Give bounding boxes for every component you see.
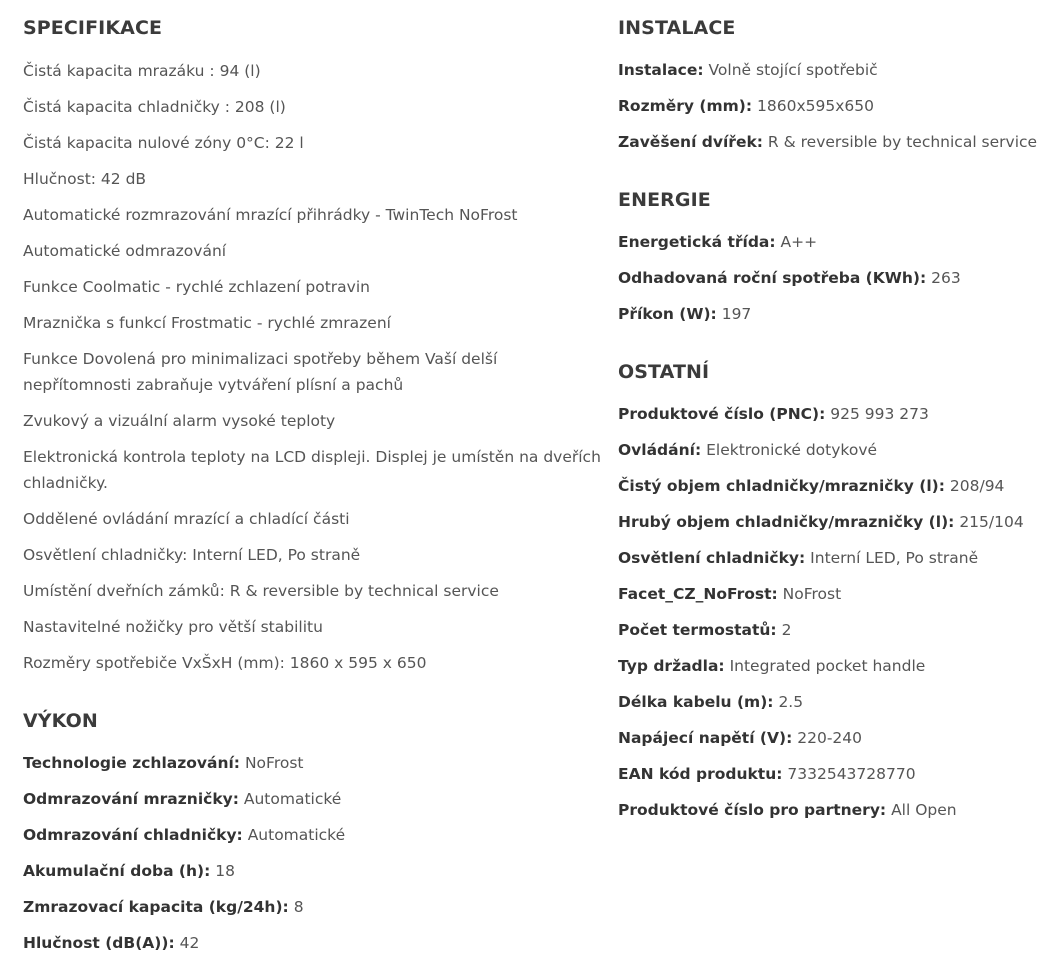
vykon-item-value: 8 (293, 898, 304, 916)
energie-item-label: Energetická třída: (618, 233, 776, 251)
left-column (23, 0, 603, 956)
energie-item (618, 265, 1003, 291)
section-title-specifikace: SPECIFIKACE (23, 17, 163, 39)
ostatni-item-value: 2 (781, 621, 792, 639)
ostatni-item-label: Počet termostatů: (618, 621, 777, 639)
right-column (618, 0, 1037, 823)
vykon-item-label: Zmrazovací kapacita (kg/24h): (23, 898, 289, 916)
ostatni-item-value: 7332543728770 (787, 765, 916, 783)
ostatni-item-label: Ovládání: (618, 441, 702, 459)
ostatni-item (618, 581, 1003, 607)
ostatni-item (618, 509, 1024, 535)
vykon-item-label: Technologie zchlazování: (23, 754, 241, 772)
vykon-item-label: Hlučnost (dB(A)): (23, 934, 175, 952)
spec-item: Hlučnost: 42 dB (23, 170, 147, 188)
vykon-item-value: NoFrost (244, 754, 304, 772)
spec-item: Čistá kapacita nulové zóny 0°C: 22 l (23, 134, 304, 152)
section-title-energie: ENERGIE (618, 189, 711, 211)
instalace-list (618, 57, 1037, 155)
vykon-item-label: Odmrazování chladničky: (23, 826, 243, 844)
vykon-item (23, 750, 603, 776)
ostatni-item-label: Napájecí napětí (V): (618, 729, 793, 747)
ostatni-item (618, 437, 1003, 463)
instalace-item-value: Volně stojící spotřebič (708, 61, 878, 79)
ostatni-item-label: Typ držadla: (618, 657, 725, 675)
ostatni-item (618, 401, 1003, 427)
vykon-item (23, 858, 603, 884)
instalace-item-value: R & reversible by technical service (767, 133, 1037, 151)
energie-item (618, 301, 1003, 327)
spec-item: Osvětlení chladničky: Interní LED, Po straně (23, 546, 361, 564)
ostatni-item-value: Elektronické dotykové (706, 441, 878, 459)
vykon-item-value: 18 (215, 862, 235, 880)
vykon-item-label: Akumulační doba (h): (23, 862, 211, 880)
ostatni-list (618, 401, 1024, 823)
energie-item-label: Odhadovaná roční spotřeba (KWh): (618, 269, 927, 287)
ostatni-item-value: Integrated pocket handle (729, 657, 926, 675)
ostatni-item-value: 220-240 (797, 729, 862, 747)
section-title-instalace: INSTALACE (618, 17, 736, 39)
instalace-item-value: 1860x595x650 (757, 97, 874, 115)
vykon-item (23, 894, 603, 920)
ostatni-item (618, 761, 1003, 787)
spec-item: Umístění dveřních zámků: R & reversible by technical service (23, 582, 499, 600)
section-title-ostatni: OSTATNÍ (618, 361, 710, 383)
energie-item-value: A++ (780, 233, 818, 251)
spec-item: Elektronická kontrola teploty na LCD displeji. Displej je umístěn na dveřích chladničky. (23, 448, 601, 492)
vykon-item-label: Odmrazování mrazničky: (23, 790, 239, 808)
ostatni-item-label: Délka kabelu (m): (618, 693, 774, 711)
vykon-item-value: 42 (179, 934, 200, 952)
instalace-item-label: Zavěšení dvířek: (618, 133, 763, 151)
specifikace-list (23, 58, 603, 676)
spec-item: Funkce Coolmatic - rychlé zchlazení potravin (23, 278, 370, 296)
section-title-vykon: VÝKON (23, 710, 98, 732)
ostatni-item-label: Facet_CZ_NoFrost: (618, 585, 778, 603)
instalace-item-label: Rozměry (mm): (618, 97, 753, 115)
ostatni-item-label: Čistý objem chladničky/mrazničky (l): (618, 477, 945, 495)
ostatni-item-label: Produktové číslo (PNC): (618, 405, 826, 423)
vykon-list (23, 750, 603, 956)
energie-item-label: Příkon (W): (618, 305, 717, 323)
ostatni-item-value: Interní LED, Po straně (810, 549, 979, 567)
vykon-item (23, 822, 603, 848)
ostatni-item-value: 2.5 (778, 693, 804, 711)
ostatni-item-value: 208/94 (949, 477, 1005, 495)
instalace-item (618, 129, 1037, 155)
vykon-item-value: Automatické (243, 790, 342, 808)
spec-item: Oddělené ovládání mrazící a chladící části (23, 510, 350, 528)
ostatni-item (618, 653, 1003, 679)
spec-item: Automatické odmrazování (23, 242, 227, 260)
ostatni-item-value: 215/104 (959, 513, 1024, 531)
ostatni-item-value: All Open (891, 801, 957, 819)
ostatni-item-label: Produktové číslo pro partnery: (618, 801, 887, 819)
energie-list (618, 229, 1003, 327)
ostatni-item-label: Hrubý objem chladničky/mrazničky (l): (618, 513, 955, 531)
spec-item: Nastavitelné nožičky pro větší stabilitu (23, 618, 323, 636)
energie-item (618, 229, 1003, 255)
ostatni-item (618, 797, 1003, 823)
ostatni-item (618, 617, 1003, 643)
ostatni-item (618, 725, 1003, 751)
ostatni-item (618, 545, 1003, 571)
instalace-item (618, 93, 1003, 119)
ostatni-item-label: EAN kód produktu: (618, 765, 783, 783)
spec-item: Mraznička s funkcí Frostmatic - rychlé zmrazení (23, 314, 391, 332)
energie-item-value: 197 (721, 305, 752, 323)
ostatni-item (618, 689, 1003, 715)
energie-item-value: 263 (931, 269, 961, 287)
vykon-item (23, 786, 603, 812)
vykon-item-value: Automatické (247, 826, 346, 844)
spec-item: Zvukový a vizuální alarm vysoké teploty (23, 412, 336, 430)
ostatni-item-value: NoFrost (782, 585, 842, 603)
ostatni-item-label: Osvětlení chladničky: (618, 549, 806, 567)
spec-item: Automatické rozmrazování mrazící přihrádky - TwinTech NoFrost (23, 206, 518, 224)
vykon-item (23, 930, 603, 956)
ostatni-item-value: 925 993 273 (830, 405, 929, 423)
spec-item: Čistá kapacita mrazáku : 94 (l) (23, 62, 261, 80)
spec-item: Čistá kapacita chladničky : 208 (l) (23, 98, 286, 116)
ostatni-item (618, 473, 1003, 499)
instalace-item (618, 57, 1003, 83)
spec-item: Rozměry spotřebiče VxŠxH (mm): 1860 x 595 x 650 (23, 654, 427, 672)
instalace-item-label: Instalace: (618, 61, 704, 79)
spec-item: Funkce Dovolená pro minimalizaci spotřeby během Vaší delší nepřítomnosti zabraňuje vytváření plísní a pachů (23, 350, 498, 394)
